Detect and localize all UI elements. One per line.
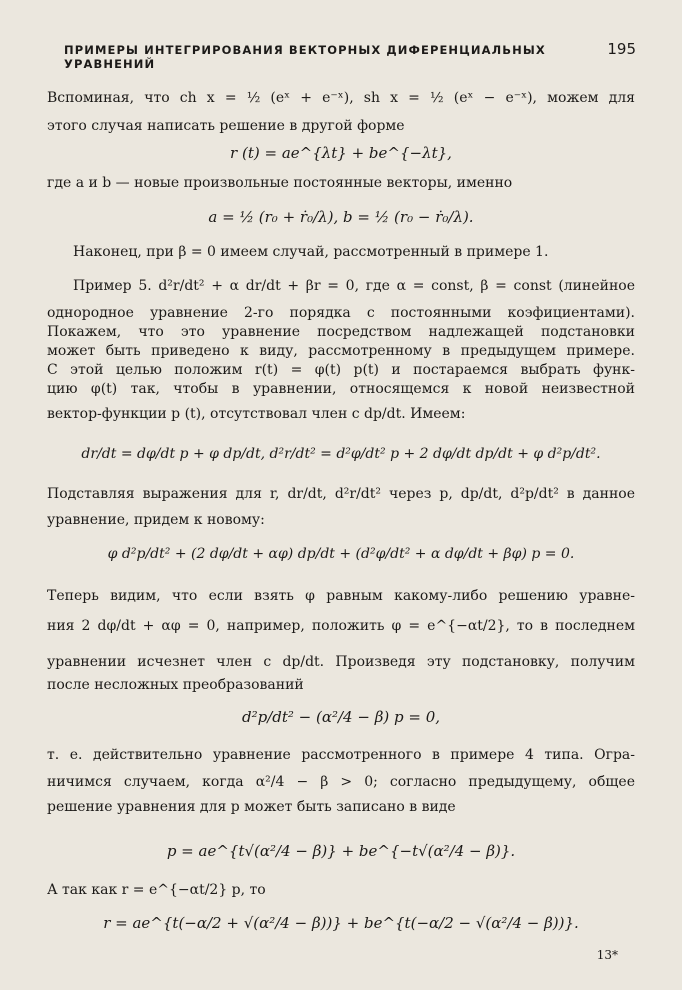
equation: r (t) = ae^{λt} + be^{−λt},	[230, 144, 452, 162]
text-line: Подставляя выражения для r, dr/dt, d²r/dt² через p, dp/dt, d²p/dt² в данное	[47, 486, 635, 502]
text-line: уравнении исчезнет член с dp/dt. Произведя эту подстановку, получим	[47, 654, 635, 670]
text-line: ния 2 dφ/dt + αφ = 0, например, положить φ = e^{−αt/2}, то в последнем	[47, 618, 635, 634]
text-line: Наконец, при β = 0 имеем случай, рассмотренный в примере 1.	[73, 244, 549, 260]
text-line: уравнение, придем к новому:	[47, 512, 265, 528]
text-line: однородное уравнение 2-го порядка с постоянными коэфициентами).	[47, 305, 635, 321]
equation: r = ae^{t(−α/2 + √(α²/4 − β))} + be^{t(−α/2 − √(α²/4 − β))}.	[103, 914, 579, 932]
equation: a = ½ (r₀ + ṙ₀/λ), b = ½ (r₀ − ṙ₀/λ).	[208, 208, 474, 226]
text-line: С этой целью положим r(t) = φ(t) p(t) и постараемся выбрать функ-	[47, 362, 635, 378]
equation: φ d²p/dt² + (2 dφ/dt + αφ) dp/dt + (d²φ/dt² + α dφ/dt + βφ) p = 0.	[107, 546, 575, 562]
text-line: цию φ(t) так, чтобы в уравнении, относящемся к новой неизвестной	[47, 381, 635, 397]
text-line: где a и b — новые произвольные постоянные векторы, именно	[47, 175, 513, 191]
text-line: Теперь видим, что если взять φ равным какому-либо решению уравне-	[47, 588, 635, 604]
running-title: ПРИМЕРЫ ИНТЕГРИРОВАНИЯ ВЕКТОРНЫХ ДИФЕРЕНЦИАЛЬНЫХ УРАВНЕНИЙ	[64, 43, 546, 71]
equation: dr/dt = dφ/dt p + φ dp/dt, d²r/dt² = d²φ/dt² p + 2 dφ/dt dp/dt + φ d²p/dt².	[81, 446, 601, 462]
text-line: т. е. действительно уравнение рассмотренного в примере 4 типа. Огра-	[47, 747, 635, 763]
text-line: может быть приведено к виду, рассмотренному в предыдущем примере.	[47, 343, 635, 359]
text-line: ничимся случаем, когда α²/4 − β > 0; согласно предыдущему, общее	[47, 774, 635, 790]
signature-mark: 13*	[596, 948, 618, 962]
text-line: вектор-функции p (t), отсутствовал член с dp/dt. Имеем:	[47, 406, 466, 422]
running-header	[64, 40, 636, 71]
text-line: решение уравнения для p может быть записано в виде	[47, 799, 456, 815]
text-line: Вспоминая, что ch x = ½ (eˣ + e⁻ˣ), sh x = ½ (eˣ − e⁻ˣ), можем для	[47, 90, 635, 106]
text-line: А так как r = e^{−αt/2} p, то	[47, 882, 266, 898]
text-line: Пример 5. d²r/dt² + α dr/dt + βr = 0, где α = const, β = const (линейное	[73, 278, 635, 294]
page-number: 195	[607, 40, 636, 58]
equation: p = ae^{t√(α²/4 − β)} + be^{−t√(α²/4 − β)}.	[166, 842, 516, 860]
text-line: после несложных преобразований	[47, 677, 304, 693]
equation: d²p/dt² − (α²/4 − β) p = 0,	[241, 708, 441, 726]
text-line: этого случая написать решение в другой форме	[47, 118, 405, 134]
text-line: Покажем, что это уравнение посредством надлежащей подстановки	[47, 324, 635, 340]
